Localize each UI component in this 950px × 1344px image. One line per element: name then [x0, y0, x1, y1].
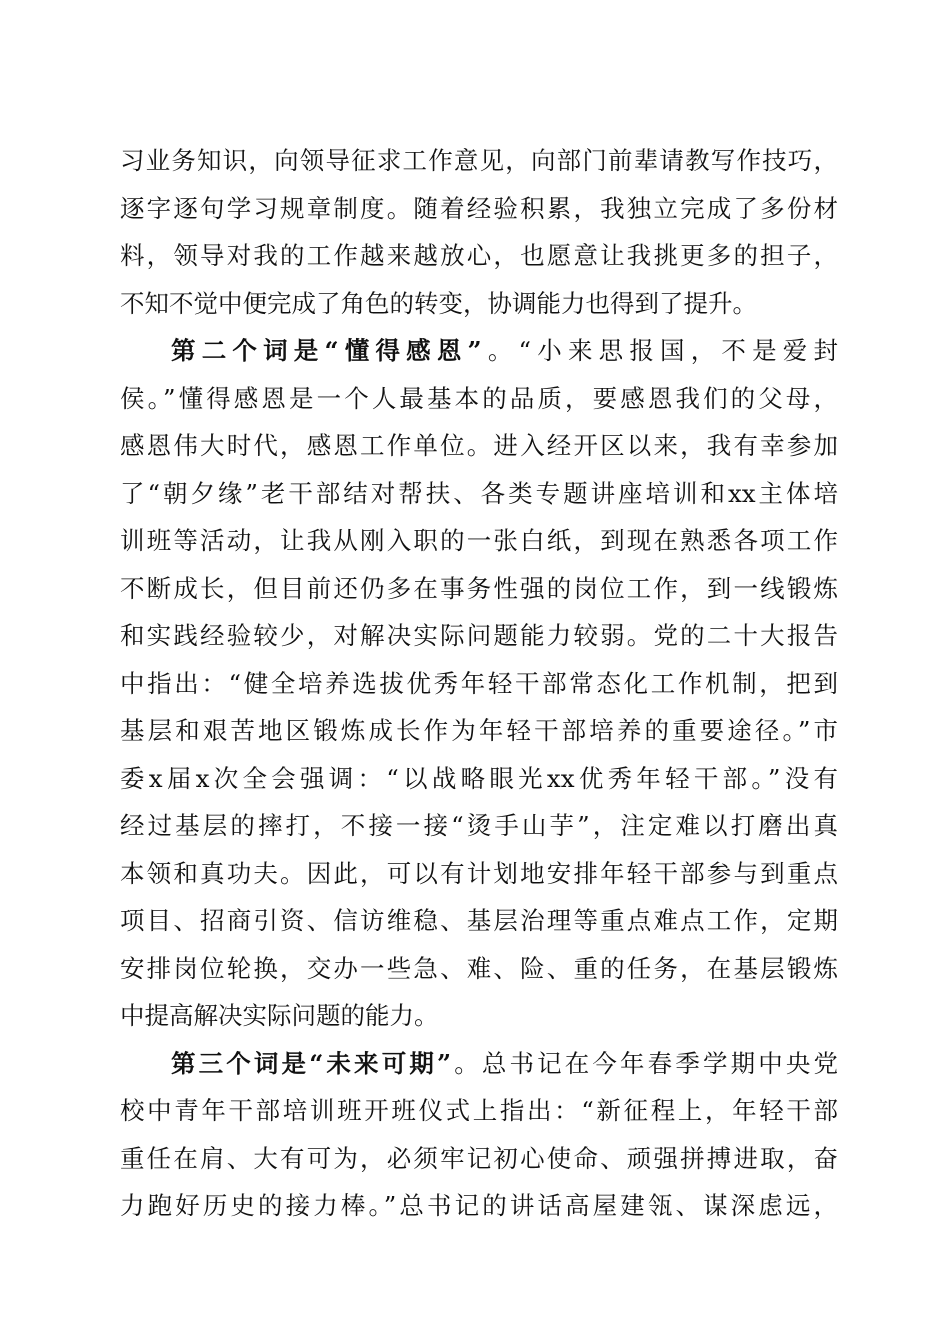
text-line: 委x届x次全会强调：“以战略眼光xx优秀年轻干部。”没有	[120, 763, 838, 793]
text-line	[120, 1040, 838, 1088]
text-line: 不断成长，但目前还仍多在事务性强的岗位工作，到一线锻炼	[120, 573, 838, 603]
paragraph-lead: 第三个词是“未来可期”	[171, 1048, 452, 1078]
text-line: 和实践经验较少，对解决实际问题能力较弱。党的二十大报告	[120, 621, 838, 650]
text-line: 料，领导对我的工作越来越放心，也愿意让我挑更多的担子，	[120, 241, 838, 270]
text-line: 经过基层的摔打，不接一接“烫手山芋”，注定难以打磨出真	[120, 811, 838, 840]
paragraph-lead: 第二个词是“懂得感恩”	[171, 336, 482, 365]
text-line: 侯。”懂得感恩是一个人最基本的品质，要感恩我们的父母，	[120, 383, 838, 413]
text-line: 感恩伟大时代，感恩工作单位。进入经开区以来，我有幸参加	[120, 431, 838, 460]
text-line: 中指出：“健全培养选拔优秀年轻干部常态化工作机制，把到	[120, 668, 838, 698]
text-line: 项目、招商引资、信访维稳、基层治理等重点难点工作，定期	[120, 906, 838, 935]
text-line: 不知不觉中便完成了角色的转变，协调能力也得到了提升。	[120, 288, 757, 318]
paragraph-lead-rest: 。“小来思报国，不是爱封	[481, 336, 838, 365]
paragraph-1	[120, 137, 838, 327]
text-line: 本领和真功夫。因此，可以有计划地安排年轻干部参与到重点	[120, 858, 838, 888]
text-line: 逐字逐句学习规章制度。随着经验积累，我独立完成了多份材	[120, 193, 838, 223]
text-line: 力跑好历史的接力棒。”总书记的讲话高屋建瓴、谋深虑远，	[120, 1191, 838, 1220]
paragraph-2	[120, 327, 838, 1040]
paragraph-lead-rest: 。总书记在今年春季学期中央党	[451, 1048, 839, 1078]
text-line	[120, 327, 838, 375]
paragraph-3	[120, 1040, 838, 1230]
text-line: 训班等活动，让我从刚入职的一张白纸，到现在熟悉各项工作	[120, 526, 838, 555]
text-line: 中提高解决实际问题的能力。	[120, 1001, 439, 1030]
text-line: 安排岗位轮换，交办一些急、难、险、重的任务，在基层锻炼	[120, 953, 838, 983]
text-line: 习业务知识，向领导征求工作意见，向部门前辈请教写作技巧，	[120, 146, 838, 175]
text-line: 重任在肩、大有可为，必须牢记初心使命、顽强拼搏进取，奋	[120, 1143, 838, 1173]
text-line: 基层和艰苦地区锻炼成长作为年轻干部培养的重要途径。”市	[120, 716, 838, 745]
text-line: 校中青年干部培训班开班仪式上指出：“新征程上，年轻干部	[120, 1096, 838, 1125]
document-body	[120, 137, 838, 1230]
text-line: 了“朝夕缘”老干部结对帮扶、各类专题讲座培训和xx主体培	[120, 478, 838, 508]
